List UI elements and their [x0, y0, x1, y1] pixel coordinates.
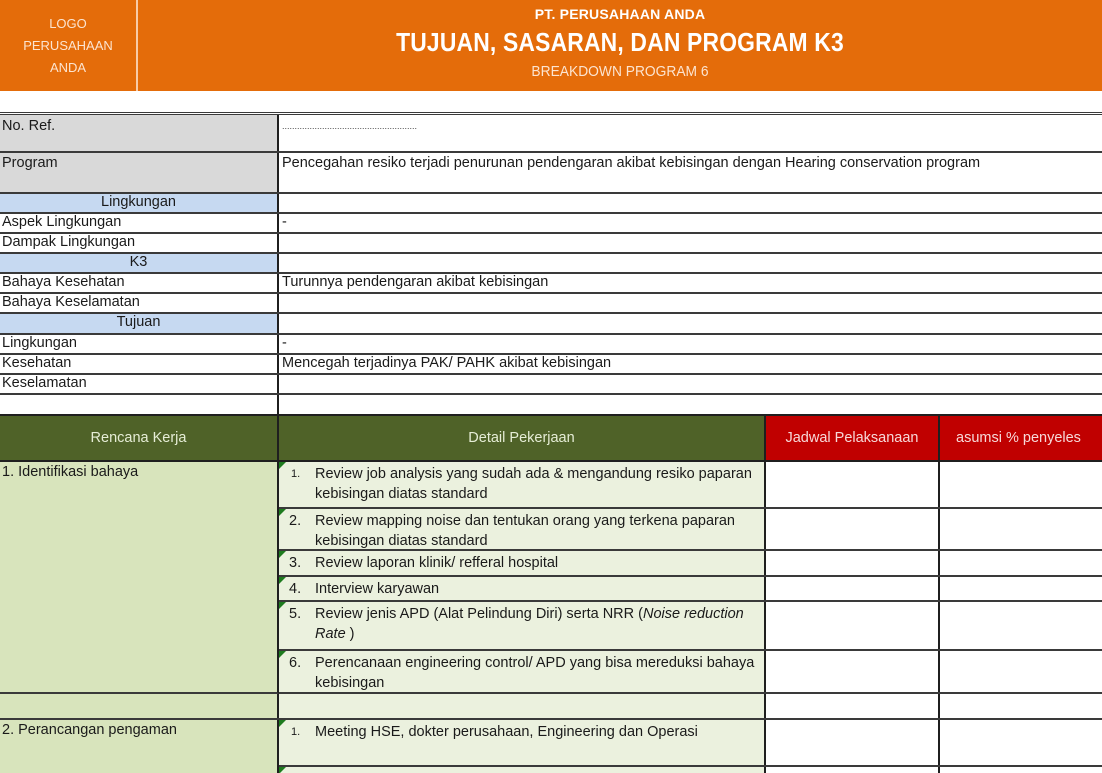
detail-cell[interactable] — [279, 551, 766, 575]
detail-number: 1. — [291, 726, 301, 738]
detail-text: Review job analysis yang sudah ada & mengandung resiko paparan kebisingan diatas standard — [315, 466, 752, 502]
schedule-cell[interactable] — [766, 551, 940, 575]
value-dampak-lingkungan[interactable] — [279, 234, 1102, 252]
row-dampak-lingkungan — [0, 234, 1102, 254]
row-bahaya-kesehatan — [0, 274, 1102, 294]
detail-cell[interactable] — [279, 767, 766, 773]
row-spacer — [0, 395, 1102, 415]
col-header-jadwal: Jadwal Pelaksanaan — [766, 416, 940, 460]
progress-cell[interactable] — [940, 651, 1102, 692]
progress-cell[interactable] — [940, 602, 1102, 649]
detail-row — [279, 767, 1102, 773]
detail-number: 1. — [291, 468, 301, 480]
detail-text-main: Review jenis APD (Alat Pelindung Diri) serta NRR ( — [315, 606, 643, 622]
row-bahaya-keselamatan — [0, 294, 1102, 314]
label-tujuan-kesehatan[interactable]: Kesehatan — [0, 355, 279, 373]
info-table — [0, 112, 1102, 415]
comment-marker-icon — [279, 720, 286, 727]
section-value-tujuan[interactable] — [279, 314, 1102, 333]
col-header-detail-pekerjaan: Detail Pekerjaan — [279, 416, 766, 460]
detail-cell[interactable] — [279, 720, 766, 765]
schedule-cell[interactable] — [766, 767, 940, 773]
progress-cell[interactable] — [940, 509, 1102, 549]
section-label-tujuan: Tujuan — [0, 314, 279, 333]
label-program[interactable]: Program — [0, 153, 279, 192]
spacer-value-cell[interactable] — [279, 395, 1102, 415]
detail-number: 4. — [289, 581, 302, 597]
detail-text: Meeting HSE, dokter perusahaan, Engineering dan Operasi — [315, 724, 698, 740]
page-subtitle: BREAKDOWN PROGRAM 6 — [531, 63, 709, 80]
label-bahaya-kesehatan[interactable]: Bahaya Kesehatan — [0, 274, 279, 292]
comment-marker-icon — [279, 602, 286, 609]
value-no-ref[interactable]: ...................................................... — [282, 121, 418, 131]
label-aspek-lingkungan[interactable]: Aspek Lingkungan — [0, 214, 279, 232]
schedule-cell[interactable] — [766, 602, 940, 649]
detail-row — [279, 651, 1102, 694]
detail-cell[interactable] — [279, 651, 766, 692]
spacer-progress-cell[interactable] — [940, 694, 1102, 718]
col-header-rencana-kerja: Rencana Kerja — [0, 416, 279, 460]
comment-marker-icon — [279, 577, 286, 584]
plan-title-cell[interactable]: 1. Identifikasi bahaya — [0, 462, 279, 694]
detail-text-suffix: ) — [345, 626, 355, 642]
schedule-cell[interactable] — [766, 509, 940, 549]
schedule-cell[interactable] — [766, 577, 940, 600]
spacer-detail-cell[interactable] — [279, 694, 766, 718]
comment-marker-icon — [279, 651, 286, 658]
detail-number: 5. — [289, 606, 302, 622]
spacer-schedule-cell[interactable] — [766, 694, 940, 718]
detail-row — [279, 509, 1102, 551]
page-title: TUJUAN, SASARAN, DAN PROGRAM K3 — [396, 27, 844, 57]
progress-cell[interactable] — [940, 577, 1102, 600]
title-block — [138, 0, 1102, 91]
detail-cell[interactable] — [279, 462, 766, 507]
label-tujuan-lingkungan[interactable]: Lingkungan — [0, 335, 279, 353]
header-banner — [0, 0, 1102, 91]
value-tujuan-lingkungan[interactable]: - — [282, 335, 287, 351]
section-value-k3[interactable] — [279, 254, 1102, 272]
detail-row — [279, 462, 1102, 509]
row-tujuan-lingkungan — [0, 335, 1102, 355]
section-k3 — [0, 254, 1102, 274]
detail-text-italic: Noise reduction Rate — [315, 606, 744, 642]
plan-group-1 — [0, 462, 1102, 694]
value-bahaya-keselamatan[interactable] — [279, 294, 1102, 312]
row-no-ref — [0, 115, 1102, 153]
row-program — [0, 153, 1102, 194]
logo-line-1: LOGO — [49, 15, 87, 31]
detail-text: Perencanaan engineering control/ APD yang bisa mereduksi bahaya kebisingan — [315, 655, 755, 691]
progress-cell[interactable] — [940, 767, 1102, 773]
value-tujuan-kesehatan[interactable]: Mencegah terjadinya PAK/ PAHK akibat kebisingan — [282, 355, 612, 371]
detail-number: 2. — [289, 513, 302, 529]
comment-marker-icon — [279, 509, 286, 516]
section-tujuan — [0, 314, 1102, 335]
comment-marker-icon — [279, 767, 286, 773]
logo-line-2: PERUSAHAAN — [23, 37, 113, 53]
plan-2-details — [279, 720, 1102, 773]
detail-text: Interview karyawan — [315, 581, 440, 597]
progress-cell[interactable] — [940, 551, 1102, 575]
comment-marker-icon — [279, 462, 286, 469]
schedule-cell[interactable] — [766, 651, 940, 692]
detail-cell[interactable] — [279, 602, 766, 649]
spacer-label-cell[interactable] — [0, 395, 279, 415]
section-lingkungan — [0, 194, 1102, 214]
detail-cell[interactable] — [279, 509, 766, 549]
value-tujuan-keselamatan[interactable] — [279, 375, 1102, 393]
progress-cell[interactable] — [940, 720, 1102, 765]
value-aspek-lingkungan[interactable]: - — [282, 214, 287, 230]
value-program[interactable]: Pencegahan resiko terjadi penurunan pendengaran akibat kebisingan dengan Hearing conservation program — [282, 155, 981, 171]
col-header-asumsi: asumsi % penyeles — [940, 416, 1102, 460]
plan-title-cell[interactable]: 2. Perancangan pengaman — [0, 720, 279, 773]
section-label-k3: K3 — [0, 254, 279, 272]
detail-row — [279, 551, 1102, 577]
row-aspek-lingkungan — [0, 214, 1102, 234]
schedule-cell[interactable] — [766, 462, 940, 507]
section-value-lingkungan[interactable] — [279, 194, 1102, 212]
spacer-plan-cell[interactable] — [0, 694, 279, 718]
detail-row — [279, 577, 1102, 602]
detail-text: Review laporan klinik/ refferal hospital — [315, 555, 559, 571]
work-table-header — [0, 416, 1102, 462]
value-bahaya-kesehatan[interactable]: Turunnya pendengaran akibat kebisingan — [282, 274, 549, 290]
row-tujuan-keselamatan — [0, 375, 1102, 395]
label-no-ref[interactable]: No. Ref. — [0, 115, 279, 151]
plan-1-details — [279, 462, 1102, 694]
section-label-lingkungan: Lingkungan — [0, 194, 279, 212]
detail-text: Review mapping noise dan tentukan orang yang terkena paparan kebisingan diatas standard — [315, 513, 735, 549]
detail-row — [279, 602, 1102, 651]
spacer-row — [0, 694, 1102, 720]
comment-marker-icon — [279, 551, 286, 558]
progress-cell[interactable] — [940, 462, 1102, 507]
label-tujuan-keselamatan[interactable]: Keselamatan — [0, 375, 279, 393]
work-plan-table — [0, 414, 1102, 773]
label-dampak-lingkungan[interactable]: Dampak Lingkungan — [0, 234, 279, 252]
company-logo-placeholder — [0, 0, 136, 91]
logo-line-3: ANDA — [49, 59, 87, 75]
company-name: PT. PERUSAHAAN ANDA — [534, 6, 706, 22]
row-tujuan-kesehatan — [0, 355, 1102, 375]
plan-group-2 — [0, 720, 1102, 773]
detail-row — [279, 720, 1102, 767]
detail-number: 6. — [289, 655, 302, 671]
schedule-cell[interactable] — [766, 720, 940, 765]
label-bahaya-keselamatan[interactable]: Bahaya Keselamatan — [0, 294, 279, 312]
detail-text — [315, 604, 764, 649]
detail-number: 3. — [289, 555, 302, 571]
detail-cell[interactable] — [279, 577, 766, 600]
